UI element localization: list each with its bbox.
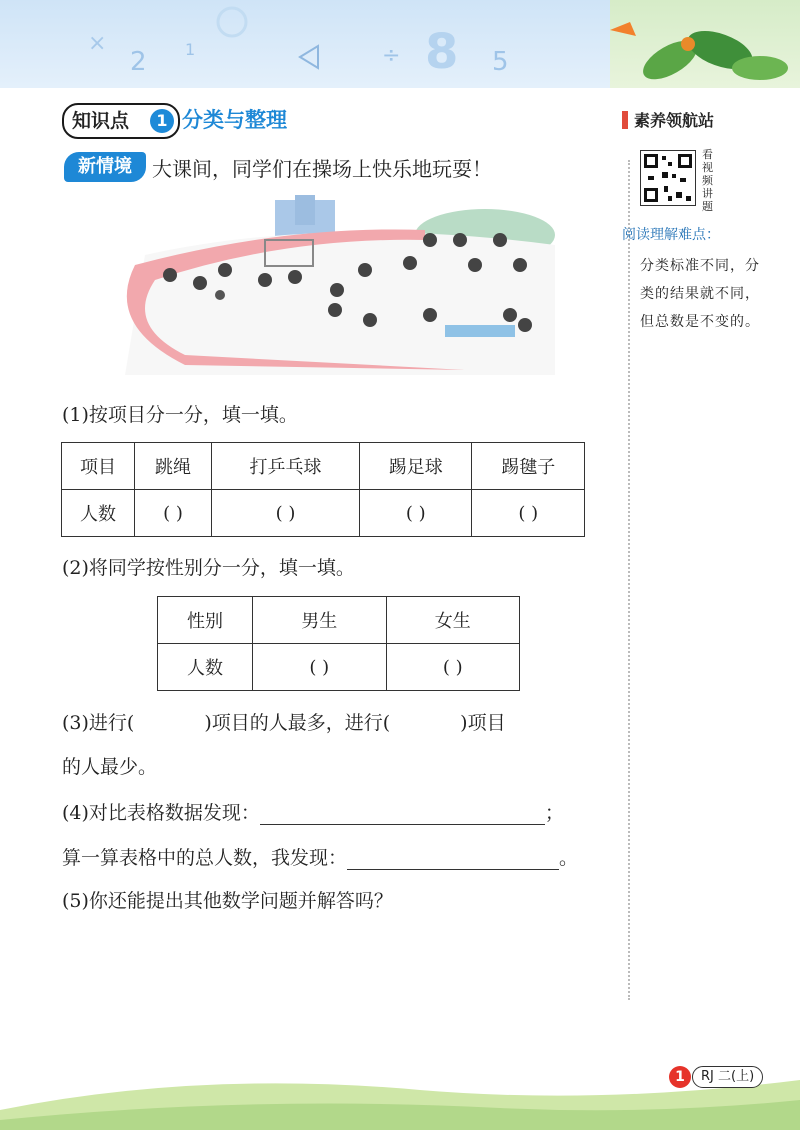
q1-answer-blank[interactable]: ( ) [211,490,359,537]
table-row [62,490,585,537]
q1-answer-blank[interactable]: ( ) [135,490,212,537]
question-1-prompt: (1)按项目分一分，填一填。 [62,404,298,426]
sidebar-note: 分类标准不同，分类的结果就不同，但总数是不变的。 [640,258,760,330]
question-5-prompt: (5)你还能提出其他数学问题并解答吗？ [62,890,393,912]
deco-digit-icon: 2 [130,47,147,77]
q1-row-header: 项目 [62,443,135,490]
q2-table [157,596,520,691]
playground-scene-icon [125,195,555,375]
deco-divide-icon: ÷ [382,43,401,68]
q2-answer-blank[interactable]: ( ) [253,644,387,691]
question-3-line-1 [62,708,622,735]
q4-punct-2: 。 [559,847,579,869]
q2-column-header: 男生 [253,597,387,644]
leaf-icon [610,0,800,88]
knowledge-point-badge [62,103,180,139]
book-identifier: RJ 二(上) [692,1066,763,1088]
deco-triangle-icon [300,46,318,68]
knowledge-point-number: 1 [150,109,174,133]
playground-illustration [125,195,555,375]
knowledge-point-label: 知识点 [72,110,130,132]
page-number: 1 [669,1066,691,1088]
q3-text-part-2: )项目的人最多，进行( [204,712,391,734]
leaf-decoration [610,0,800,88]
q3-text-part-1: (3)进行( [62,712,135,734]
deco-plus-icon: × [88,31,107,56]
q1-table [61,442,585,537]
sidebar-divider [628,160,630,1000]
scenario-text: 大课间，同学们在操场上快乐地玩耍！ [152,157,492,181]
q1-column-header: 踢毽子 [472,443,585,490]
q2-column-header: 女生 [386,597,520,644]
question-2-prompt: (2)将同学按性别分一分，填一填。 [62,557,355,579]
table-row [158,644,520,691]
qr-code[interactable] [640,150,696,206]
q1-row-header: 人数 [62,490,135,537]
q2-row-header: 性别 [158,597,253,644]
q2-answer-blank[interactable]: ( ) [386,644,520,691]
q4-prompt-1: (4)对比表格数据发现： [62,802,260,824]
sidebar-title-text: 素养领航站 [634,111,715,130]
q1-column-header: 踢足球 [359,443,472,490]
q1-column-header: 打乒乓球 [211,443,359,490]
qr-label: 看视频讲题 [702,148,713,213]
scenario-badge: 新情境 [64,152,146,182]
section-title: 分类与整理 [182,108,287,132]
qr-code-icon [641,151,695,205]
q1-answer-blank[interactable]: ( ) [472,490,585,537]
q4-punct-1: ； [544,802,564,824]
sidebar-title [622,108,714,131]
deco-digit-icon: 8 [425,24,459,80]
q3-text-part-3: )项目 [460,712,506,734]
q4-answer-line-2[interactable] [347,849,559,870]
table-row [158,597,520,644]
bookmark-icon [622,111,628,129]
table-row [62,443,585,490]
question-4-line-2 [62,843,578,870]
deco-digit-icon: 5 [492,47,509,77]
question-4-line-1 [62,798,564,825]
q4-prompt-2: 算一算表格中的总人数，我发现： [62,847,348,869]
q1-column-header: 跳绳 [135,443,212,490]
q2-row-header: 人数 [158,644,253,691]
deco-circle-icon [218,8,246,36]
q4-answer-line-1[interactable] [260,804,545,825]
q1-answer-blank[interactable]: ( ) [359,490,472,537]
question-3-line-2: 的人最少。 [62,756,158,778]
sidebar-subtitle: 阅读理解难点： [622,227,720,243]
deco-digit-icon: 1 [185,40,196,59]
